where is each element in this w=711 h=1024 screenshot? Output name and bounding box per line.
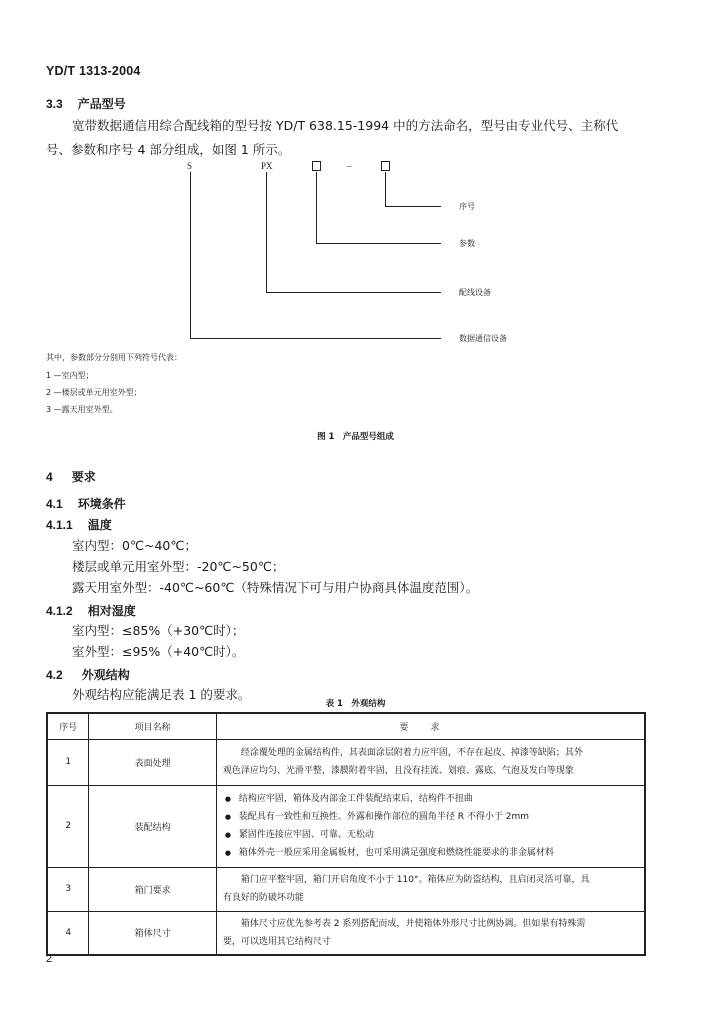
section-4-2-heading	[46, 664, 130, 683]
section-title: 产品型号	[77, 97, 126, 111]
figure-note: 其中，参数部分分别用下列符号代表：	[46, 353, 182, 362]
label-datacom: 数据通信设备	[459, 334, 507, 343]
section-number: 4.1.2	[46, 604, 73, 618]
section-number: 4.2	[46, 668, 63, 682]
requirement-line: 有良好的防破坏功能	[222, 893, 304, 903]
section-title: 外观结构	[81, 668, 130, 682]
section-4-heading	[46, 466, 96, 485]
cell-item: 表面处理	[89, 739, 217, 785]
section-4-1-heading	[46, 493, 126, 512]
section-number: 3.3	[46, 97, 63, 111]
figure-note: 3 —露天用室外型。	[46, 405, 118, 414]
figure-caption: 图 1 产品型号组成	[317, 432, 394, 442]
section-4-1-1-heading	[46, 514, 112, 533]
section-title: 环境条件	[77, 497, 126, 511]
code-s: S	[187, 161, 193, 171]
table-row	[47, 739, 645, 785]
section-title: 相对湿度	[87, 604, 136, 618]
requirement-bullet: ● 箱体外壳一般应采用金属板材，也可采用满足强度和燃烧性能要求的非金属材料	[223, 844, 638, 862]
humidity-line: 室内型：≤85%（+30℃时）；	[72, 623, 245, 638]
cell-requirement	[216, 911, 645, 955]
section-title: 要求	[71, 470, 96, 484]
temperature-line: 室内型：0℃~40℃；	[72, 538, 197, 553]
serial-box	[381, 161, 390, 171]
param-connector-v	[316, 172, 317, 244]
label-param: 参数	[459, 239, 475, 248]
requirement-line: 经涂覆处理的金属结构件，其表面涂层附着力应牢固，不存在起皮、掉漆等缺陷；其外	[240, 748, 583, 758]
header-requirement: 要求	[216, 713, 645, 739]
section-4-2-paragraph: 外观结构应能满足表 1 的要求。	[72, 687, 251, 702]
temperature-line: 楼层或单元用室外型：-20℃~50℃；	[72, 559, 285, 574]
figure-note: 1 —室内型；	[46, 371, 94, 380]
requirement-bullet: ● 结构应牢固，箱体及内部金工件装配结束后，结构件不扭曲	[223, 790, 638, 808]
figure-note: 2 —楼层或单元用室外型；	[46, 388, 142, 397]
section-number: 4	[46, 470, 53, 484]
code-px: PX	[261, 161, 273, 171]
serial-connector-v	[385, 172, 386, 207]
cell-requirement	[216, 785, 645, 867]
requirement-line: 要，可以选用其它结构尺寸	[222, 936, 331, 947]
datacom-connector-v	[190, 172, 191, 339]
header-item: 项目名称	[89, 713, 217, 739]
cell-no: 4	[47, 911, 89, 955]
table-header-row	[47, 713, 645, 739]
section-3-3-paragraph-line1: 宽带数据通信用综合配线箱的型号按 YD/T 638.15-1994 中的方法命名，型号由专业代号、主称代	[72, 118, 619, 133]
wiring-connector-h	[266, 292, 441, 293]
requirement-line: 箱门应平整牢固，箱门开启角度不小于 110°。箱体应为防盗结构，且启闭灵活可靠，具	[240, 875, 590, 885]
wiring-connector-v	[266, 172, 267, 293]
section-title: 温度	[87, 518, 112, 532]
requirement-line: 观色泽应均匀、光滑平整，漆膜附着牢固，且没有挂流、划痕、露底、气泡及发白等现象	[222, 766, 574, 776]
table-row	[47, 785, 645, 867]
code-dash: –	[347, 161, 352, 171]
requirement-bullet: ● 紧固件连接应牢固、可靠、无松动	[223, 826, 638, 844]
section-4-1-2-heading	[46, 600, 136, 619]
section-number: 4.1.1	[46, 518, 73, 532]
humidity-line: 室外型：≤95%（+40℃时）。	[72, 644, 245, 659]
datacom-connector-h	[190, 338, 441, 339]
cell-no: 1	[47, 739, 89, 785]
cell-no: 3	[47, 867, 89, 911]
appearance-structure-table	[46, 712, 646, 956]
requirement-bullet: ● 装配具有一致性和互换性。外露和操作部位的圆角半径 R 不得小于 2mm	[223, 808, 638, 826]
cell-requirement	[216, 739, 645, 785]
cell-requirement	[216, 867, 645, 911]
param-connector-h	[316, 243, 441, 244]
label-wiring: 配线设备	[459, 288, 491, 297]
section-3-3-heading	[46, 93, 126, 112]
param-box	[312, 161, 321, 171]
page-number: 2	[46, 953, 53, 965]
section-number: 4.1	[46, 497, 63, 511]
temperature-line: 露天用室外型：-40℃~60℃（特殊情况下可与用户协商具体温度范围）。	[72, 580, 479, 595]
header-no: 序号	[47, 713, 89, 739]
label-serial: 序号	[459, 202, 475, 211]
cell-item: 箱门要求	[89, 867, 217, 911]
table-caption: 表 1 外观结构	[325, 699, 386, 709]
serial-connector-h	[385, 206, 441, 207]
cell-no: 2	[47, 785, 89, 867]
document-code: YD/T 1313-2004	[46, 64, 141, 78]
section-3-3-paragraph-line2: 号、参数和序号 4 部分组成，如图 1 所示。	[46, 142, 291, 157]
cell-item: 装配结构	[89, 785, 217, 867]
requirement-line: 箱体尺寸应优先参考表 2 系列搭配而成，并使箱体外形尺寸比例协调。但如果有特殊需	[240, 918, 586, 929]
table-row	[47, 911, 645, 955]
table-row	[47, 867, 645, 911]
cell-item: 箱体尺寸	[89, 911, 217, 955]
